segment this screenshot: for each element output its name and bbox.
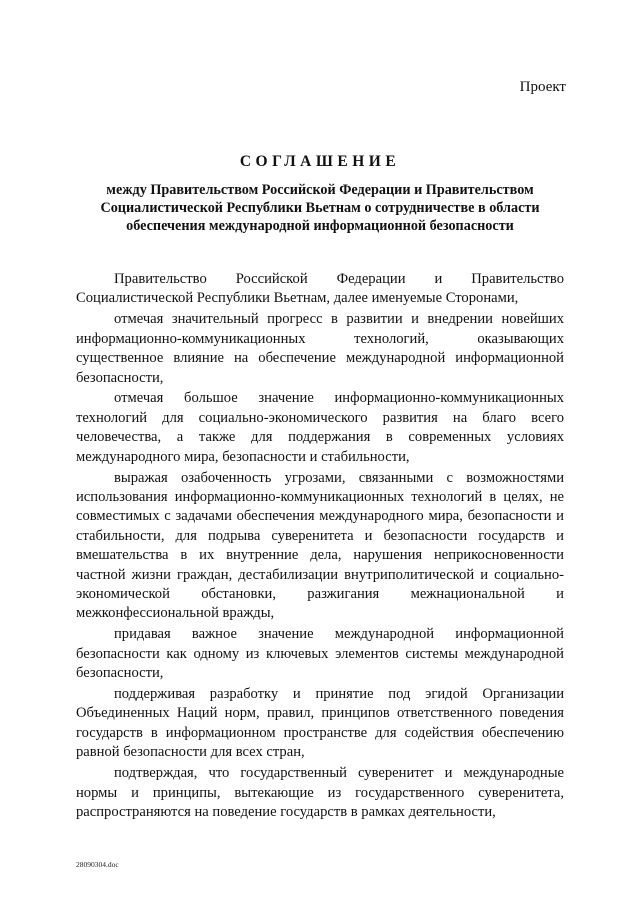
- document-body: [76, 270, 564, 824]
- paragraph-importance: придавая важное значение международной информационной безопасности как одному из ключевых элементов системы международной безопасности,: [76, 626, 564, 682]
- paragraph-development: отмечая большое значение информационно-коммуникационных технологий для социально-экономического развития на благо всего человечества, а также для поддержания в современных условиях международного мира, безопасности и стабильности,: [76, 390, 564, 465]
- document-subtitle: между Правительством Российской Федерации и Правительством Социалистической Республики Вьетнам о сотрудничестве в области обеспечения международной информационной безопасности: [100, 182, 540, 234]
- title-block: [76, 153, 564, 235]
- document-title: СОГЛАШЕНИЕ: [239, 153, 401, 170]
- paragraph-un-norms: поддерживая разработку и принятие под эгидой Организации Объединенных Наций норм, правил, принципов ответственного поведения государств в информационном пространстве для содействия обеспечению равной безопасности для всех стран,: [76, 686, 564, 761]
- footer-file-name: 28090304.doc: [76, 860, 119, 869]
- paragraph-preamble: Правительство Российской Федерации и Правительство Социалистической Республики Вьетнам, далее именуемые Сторонами,: [76, 271, 564, 307]
- paragraph-progress: отмечая значительный прогресс в развитии и внедрении новейших информационно-коммуникационных технологий, оказывающих существенное влияние на обеспечение международной информационной безопасности,: [76, 311, 564, 386]
- paragraph-threats: выражая озабоченность угрозами, связанными с возможностями использования информационно-коммуникационных технологий в целях, не совместимых с задачами обеспечения международного мира, безопасности и стабильности, для подрыва суверенитета и безопасности государств и вмешательства в их внутренние дела, нарушения неприкосновенности частной жизни граждан, дестабилизации внутриполитической и социально-экономической обстановки, разжигания межнациональной и межконфессиональной вражды,: [76, 469, 564, 622]
- draft-label: Проект: [519, 79, 566, 95]
- paragraph-sovereignty: подтверждая, что государственный суверенитет и международные нормы и принципы, вытекающие из государственного суверенитета, распространяются на поведение государств в рамках деятельности,: [76, 765, 564, 820]
